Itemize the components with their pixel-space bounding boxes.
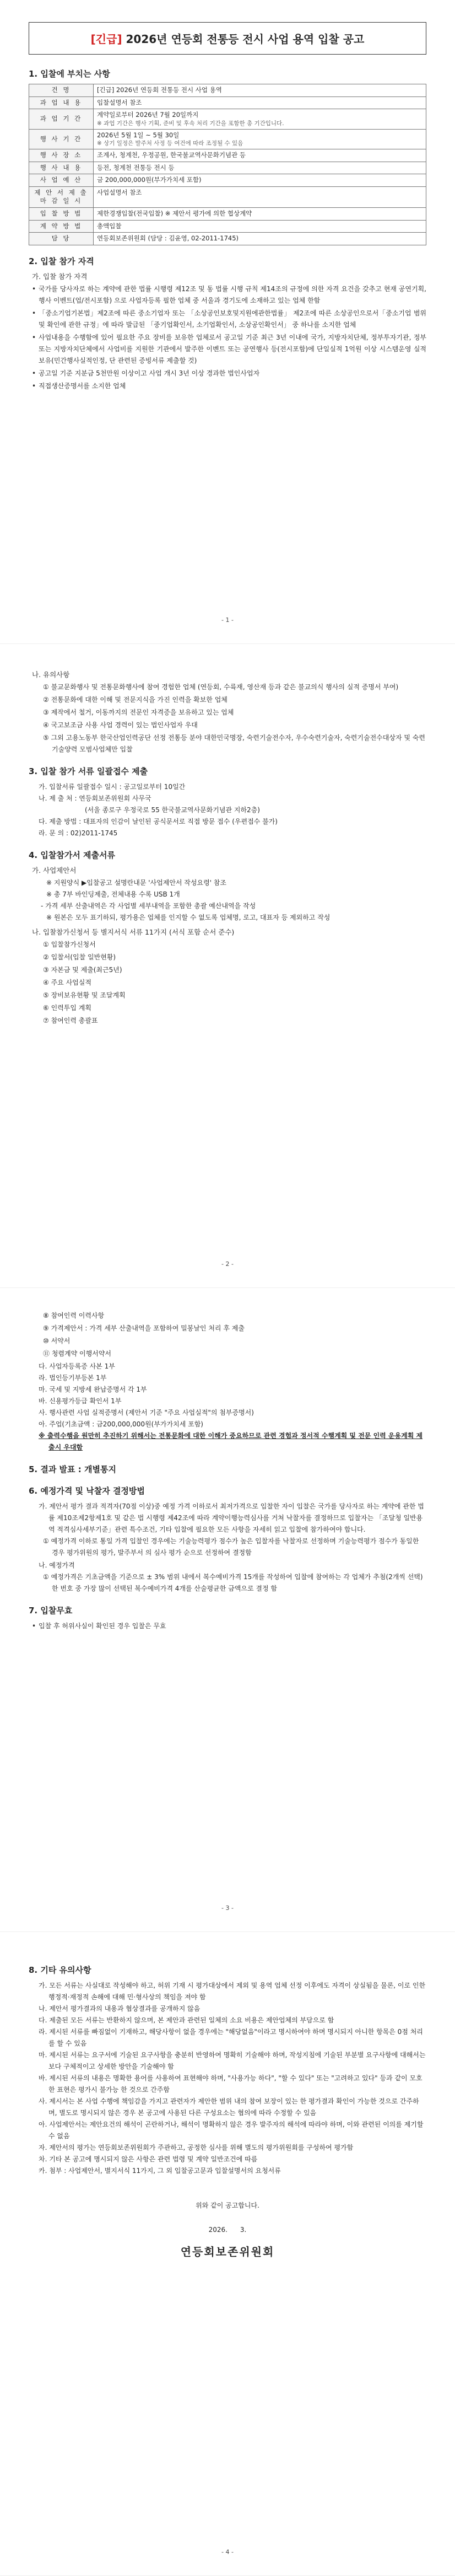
document-title	[29, 22, 426, 55]
table-row	[29, 129, 426, 149]
list-item: ⑤ 그외 고용노동부 한국산업인력공단 선정 전통등 분야 대한민국명장, 숙련기술전수자, 우수숙련기술자, 숙련기술전수대상자 및 숙련기술양력 모범사업체만 입찰	[43, 734, 425, 753]
text-line: 자. 제안서의 평가는 연등회보존위원회가 주관하고, 공정한 심사를 위해 별도의 평가위원회를 구성하여 평가함	[39, 2144, 354, 2151]
list-item: ⑤ 장비보유현황 및 조달계획	[43, 991, 126, 999]
text-line: 라. 문 의 : 02)2011-1745	[39, 829, 118, 837]
text-line: 카. 첨부 : 사업제안서, 별지서식 11가지, 그 외 입찰공고문과 입찰설명서의 요청서류	[39, 2167, 281, 2175]
table-row	[29, 109, 426, 130]
row-value	[94, 174, 426, 187]
list-item: ④ 국고보조금 사용 사업 경력이 있는 법인사업자 우대	[43, 721, 198, 729]
table-row	[29, 186, 426, 207]
section-1-heading: 1. 입찰에 부치는 사항	[29, 69, 110, 79]
page-number: - 3 -	[221, 1904, 234, 1912]
text-line: 라. 제시된 서류를 빠짐없이 기재하고, 해당사항이 없을 경우에는 "해당없음"이라고 명시하여야 하며 명시되지 아니한 항목은 0점 처리를 할 수 있음	[39, 2028, 423, 2047]
title-text: 2026년 연등회 전통등 전시 사업 용역 입찰 공고	[126, 33, 365, 46]
urgent-tag: [긴급]	[90, 33, 122, 46]
text-line: 가. 제안서 평가 결과 적격자(70점 이상)중 예정 가격 이하로서 최저가격으로 입찰한 자이 입찰은 국가를 당사자로 하는 계약에 관한 법률 제10조제2항제1호 및 같은 법 시행령 제42조에 따라 계약이행능력심사를 거쳐 낙찰자를 결정하므로 입찰자는 「조달청 일반용역 적격심사세부기준」관련 특수조건, 기타 입찰에 필요한 모든 사항을 자세히 읽고 입찰에 참가하여야 합니다.	[39, 1502, 424, 1533]
text-line: 나. 제 출 처 : 연등회보존위원회 사무국	[39, 795, 151, 802]
table-row	[29, 174, 426, 187]
row-value-line: 사업설명서 참조	[97, 188, 142, 196]
row-label: 제 안 서 제 출 마 감 일 시	[29, 186, 94, 207]
text-line: ※ 원본은 모두 표기하되, 평가용은 업체를 인지할 수 없도록 업체명, 로고, 대표자 등 제외하고 작성	[46, 914, 331, 921]
text-line: 마. 국세 및 지방세 완납증명서 각 1부	[39, 1386, 147, 1393]
document-page-4	[0, 1932, 455, 2576]
row-value	[94, 129, 426, 149]
list-item: • 사업내용을 수행함에 있어 필요한 주요 장비를 보유한 업체로서 공고일 기준 최근 3년 이내에 국가, 지방자치단체, 정부투자기관, 정부 또는 지방자치단체에서 사업비를 지원한 기관에서 발주한 이벤트 또는 공연행사 등(전시포함)에 단일실적 1억원 이상 시스템운영 실적보유(민간행사실적인정, 단 관련된 증빙서류 제출할 것)	[39, 332, 426, 367]
list-item: ② 입찰서(입찰 일반현황)	[43, 953, 116, 961]
document-page-3	[0, 1288, 455, 1932]
list-item: ① 예정가격은 기초금액을 기준으로 ± 3% 범위 내에서 복수예비가격 15개를 작성하여 입찰에 참여하는 각 업체가 추첨(2개씩 선택)한 번호 중 가장 많이 선택된 복수예비가격 4개를 산술평균한 금액으로 결정 함	[43, 1573, 423, 1592]
list-item: ⑨ 가격제안서 : 가격 세부 산출내역을 포함하여 밀봉날인 처리 후 제출	[43, 1324, 245, 1332]
list-item: ⑥ 인력투입 계획	[43, 1004, 91, 1012]
text-line: 나. 제안서 평가결과의 내용과 협상결과를 공개하지 않음	[39, 2005, 201, 2012]
row-label: 입 찰 방 법	[29, 207, 94, 220]
row-value-line: 계약일로부터 2026년 7월 20일까지	[97, 111, 199, 119]
list-item: ④ 주요 사업실적	[43, 979, 91, 986]
list-item: ① 예정가격 이하로 통일 가격 입찰인 경우에는 기술능력평가 점수가 높은 입찰자를 낙찰자로 선정하며 기술능력평가 점수가 동일한 경우 평가위원의 평가, 발주부서 의 심사 평가 순으로 선정하여 결정함	[43, 1537, 419, 1557]
eligibility-list	[29, 283, 426, 392]
page-number: - 4 -	[221, 2548, 234, 2556]
row-value-line: 총액입찰	[97, 222, 122, 230]
text-line: - 가격 세부 산출내역은 각 사업별 세부내역을 포함한 총괄 예산내역을 작성	[41, 902, 256, 910]
list-item: ⑩ 서약서	[43, 1337, 71, 1345]
list-item: ② 전통문화에 대한 이해 및 전문지식을 가진 인력을 확보한 업체	[43, 696, 228, 704]
list-item: • 입찰 후 허위사실이 확인된 경우 입찰은 무효	[39, 1620, 426, 1632]
row-value-line: 제한경쟁입찰(전국입찰) ※ 제안서 평가에 의한 협상계약	[97, 209, 252, 217]
row-label: 과 업 기 간	[29, 109, 94, 130]
text-line: 가. 모든 서류는 사실대로 작성해야 하고, 허위 기재 시 평가대상에서 제외 및 용역 업체 선정 이후에도 자격이 상실됨을 물론, 이로 인한 행정적·재정적 손해에 대해 민·형사상의 책임을 져야 함	[39, 1982, 426, 2001]
proposal-sub: 가. 사업제안서	[32, 866, 77, 874]
document-page-1	[0, 0, 455, 644]
list-item: • 직접생산증명서를 소지한 업체	[39, 380, 426, 392]
list-item: ⑧ 참여인력 이력사항	[43, 1312, 105, 1319]
section-2-heading: 2. 입찰 참가 자격	[29, 256, 94, 266]
row-label: 과 업 내 용	[29, 96, 94, 109]
section-4-heading: 4. 입찰참가서 제출서류	[29, 850, 115, 860]
section-8-heading: 8. 기타 유의사항	[29, 1965, 91, 1975]
table-row	[29, 220, 426, 233]
page-number: - 2 -	[221, 1260, 234, 1268]
section-3-heading: 3. 입찰 참가 서류 일괄접수 제출	[29, 766, 148, 776]
row-value-line: 조계사, 청계천, 우정공원, 한국불교역사문화기념관 등	[97, 151, 246, 159]
row-value-line: 연등회보존위원회 (담당 : 김윤영, 02-2011-1745)	[97, 234, 239, 243]
closing-text: 위와 같이 공고합니다.	[196, 2202, 259, 2209]
text-line: 라. 법인등기부등본 1부	[39, 1374, 107, 1382]
text-line: 사. 행사관련 사업 실적증명서 (제안서 기준 "주요 사업실적"의 첨부증명서)	[39, 1409, 254, 1416]
organization-name: 연등회보존위원회	[180, 2245, 275, 2258]
invalid-list	[29, 1620, 426, 1632]
row-value	[94, 84, 426, 97]
list-item: • 국가를 당사자로 하는 계약에 관한 법률 시행령 제12조 및 동 법률 시행 규칙 제14조의 규정에 의한 자격 요건을 갖추고 현재 공연기획, 행사 이벤트(업/전시포함) 으로 사업자등록 필한 업체 중 서울과 경기도에 소재하고 있는 업체 한함	[39, 283, 426, 307]
table-row	[29, 162, 426, 174]
section-7-heading: 7. 입찰무효	[29, 1606, 73, 1616]
priority-note: ※ 출력수행을 원만히 추진하기 위해서는 전통문화에 대한 이해가 중요하므로 관련 경험과 정서적 수행계획 및 전문 인력 운용계획 제출시 우대함	[39, 1432, 423, 1451]
section-6-heading: 6. 예정가격 및 낙찰자 결정방법	[29, 1486, 145, 1496]
text-line: 아. 사업제안서는 제안요건의 해석이 곤란하거나, 해석이 명확하지 않은 경우 발주자의 해석에 따라야 하며, 이와 관련된 이의를 제기할 수 없음	[39, 2121, 424, 2140]
row-label: 건 명	[29, 84, 94, 97]
text-line: 마. 제시된 서류는 요구서에 기술된 요구사항을 충분히 반영하여 명확히 기술해야 하며, 작성지침에 기술된 부분별 요구사항에 대해서는 보다 구체적이고 상세한 방안을 기술해야 함	[39, 2051, 426, 2070]
section-5-heading: 5. 결과 발표 : 개별통지	[29, 1464, 116, 1474]
text-line: 아. 주업(기초금액 : 금200,000,000원(부가가치세 포함)	[39, 1420, 203, 1428]
list-item: ⑦ 참여인력 총괄표	[43, 1017, 98, 1024]
list-item: ⑪ 청렴계약 이행서약서	[43, 1350, 111, 1357]
text-line: ※ 지원양식 ▶입찰공고 설명란내문 '사업제안서 작성요령' 참조	[46, 879, 226, 887]
row-value	[94, 186, 426, 207]
row-value-line: 입찰설명서 참조	[97, 98, 142, 106]
section-2-sub: 가. 입찰 참가 자격	[32, 272, 88, 281]
document-page-2	[0, 644, 455, 1288]
text-line: ※ 총 7부 바인딩제출, 전체내용 수록 USB 1개	[46, 890, 180, 898]
table-row	[29, 84, 426, 97]
table-row	[29, 149, 426, 162]
row-value	[94, 207, 426, 220]
row-value-line: ※ 상기 일정은 발주처 사정 등 여건에 따라 조정될 수 있음	[97, 140, 243, 147]
list-item: ① 입찰참가신청서	[43, 941, 96, 948]
text-line: 사. 제시서는 본 사업 수행에 책임감을 가지고 관련자가 제안한 범위 내의 참여 보장이 있는 한 평가결과 확인이 가능한 것으로 간주하며, 별도로 명시되지 않은 경우 본 공고에 사용된 다른 구성요소는 협의에 따라 수정할 수 있음	[39, 2097, 419, 2117]
list-item: • 공고일 기준 지분금 5천만원 이상이고 사업 개시 3년 이상 경과한 법인사업자	[39, 368, 426, 379]
notes-sub: 나. 유의사항	[32, 670, 70, 679]
signature-block	[29, 2199, 426, 2263]
row-label: 담 당	[29, 233, 94, 245]
text-line: 나. 예정가격	[39, 1561, 75, 1569]
row-label: 행 사 장 소	[29, 149, 94, 162]
row-label: 행 사 기 간	[29, 129, 94, 149]
table-row	[29, 207, 426, 220]
text-line: (서울 종로구 우정국로 55 한국불교역사문화기념관 지하2층)	[85, 806, 260, 814]
row-value-line: ※ 과업 기간은 행사 기획, 준비 및 후속 처리 기간을 포함한 총 기간입니다.	[97, 120, 284, 127]
row-value	[94, 220, 426, 233]
row-value	[94, 96, 426, 109]
text-line: 다. 사업자등록증 사본 1부	[39, 1362, 115, 1370]
text-line: 다. 제출된 모든 서류는 반환하지 않으며, 본 제안과 관련된 일체의 소요 비용은 제안업체의 부담으로 함	[39, 2016, 334, 2024]
list-item: ③ 자본금 및 제출(최근5년)	[43, 966, 122, 974]
overview-table	[29, 84, 426, 245]
row-value-line: [긴급] 2026년 연등회 전통등 전시 사업 용역	[97, 86, 222, 94]
row-label: 사 업 예 산	[29, 174, 94, 187]
text-line: 차. 기타 본 공고에 명시되지 않은 사항은 관련 법령 및 계약 일반조건에 따름	[39, 2155, 258, 2163]
row-label: 계 약 방 법	[29, 220, 94, 233]
row-value	[94, 149, 426, 162]
list-item: • 「중소기업기본법」제2조에 따른 중소기업자 또는 「소상공인보호및지원에관한법률」 제2조에 따른 소상공인으로서「중소기업 범위 및 확인에 관한 규정」에 따라 발급된 「중기업확인서, 소기업확인서, 소상공인확인서」 중 하나를 소지한 업체	[39, 308, 426, 331]
row-label: 행 사 내 용	[29, 162, 94, 174]
text-line: 바. 신용평가등급 확인서 1부	[39, 1397, 122, 1405]
table-row	[29, 233, 426, 245]
forms-sub: 나. 입찰참가신청서 등 별지서식 서류 11가지 (서식 포함 순서 준수)	[32, 928, 235, 936]
list-item: ① 불교문화행사 및 전통문화행사에 참여 경험한 업체 (연등회, 수륙재, 영산재 등과 같은 불교의식 행사의 실적 증명서 부여)	[43, 683, 399, 691]
page-number: - 1 -	[221, 616, 234, 624]
text-line: 가. 입찰서류 일괄접수 일시 : 공고일로부터 10일간	[39, 783, 186, 791]
table-row	[29, 96, 426, 109]
text-line: 바. 제시된 서류의 내용은 명확한 용어를 사용하여 표현해야 하며, "사용가능 하다", "할 수 있다" 또는 "고려하고 있다" 등과 같이 모호한 표현은 평가시 불가능 한 것으로 간주함	[39, 2074, 422, 2094]
list-item: ③ 제작에서 철거, 이동까지의 전문인 자격증을 보유하고 있는 업체	[43, 709, 234, 716]
date-text: 2026. 3.	[208, 2226, 247, 2234]
row-value	[94, 233, 426, 245]
row-value-line: 2026년 5월 1일 ~ 5월 30일	[97, 131, 180, 139]
row-value-line: 등전, 청계천 전통등 전시 등	[97, 163, 175, 171]
row-value-line: 금 200,000,000원(부가가치세 포함)	[97, 176, 202, 184]
row-value	[94, 109, 426, 130]
text-line: 다. 제출 방법 : 대표자의 인감이 날인된 공식문서로 직접 방문 접수 (우편접수 불가)	[39, 818, 278, 825]
row-value	[94, 162, 426, 174]
